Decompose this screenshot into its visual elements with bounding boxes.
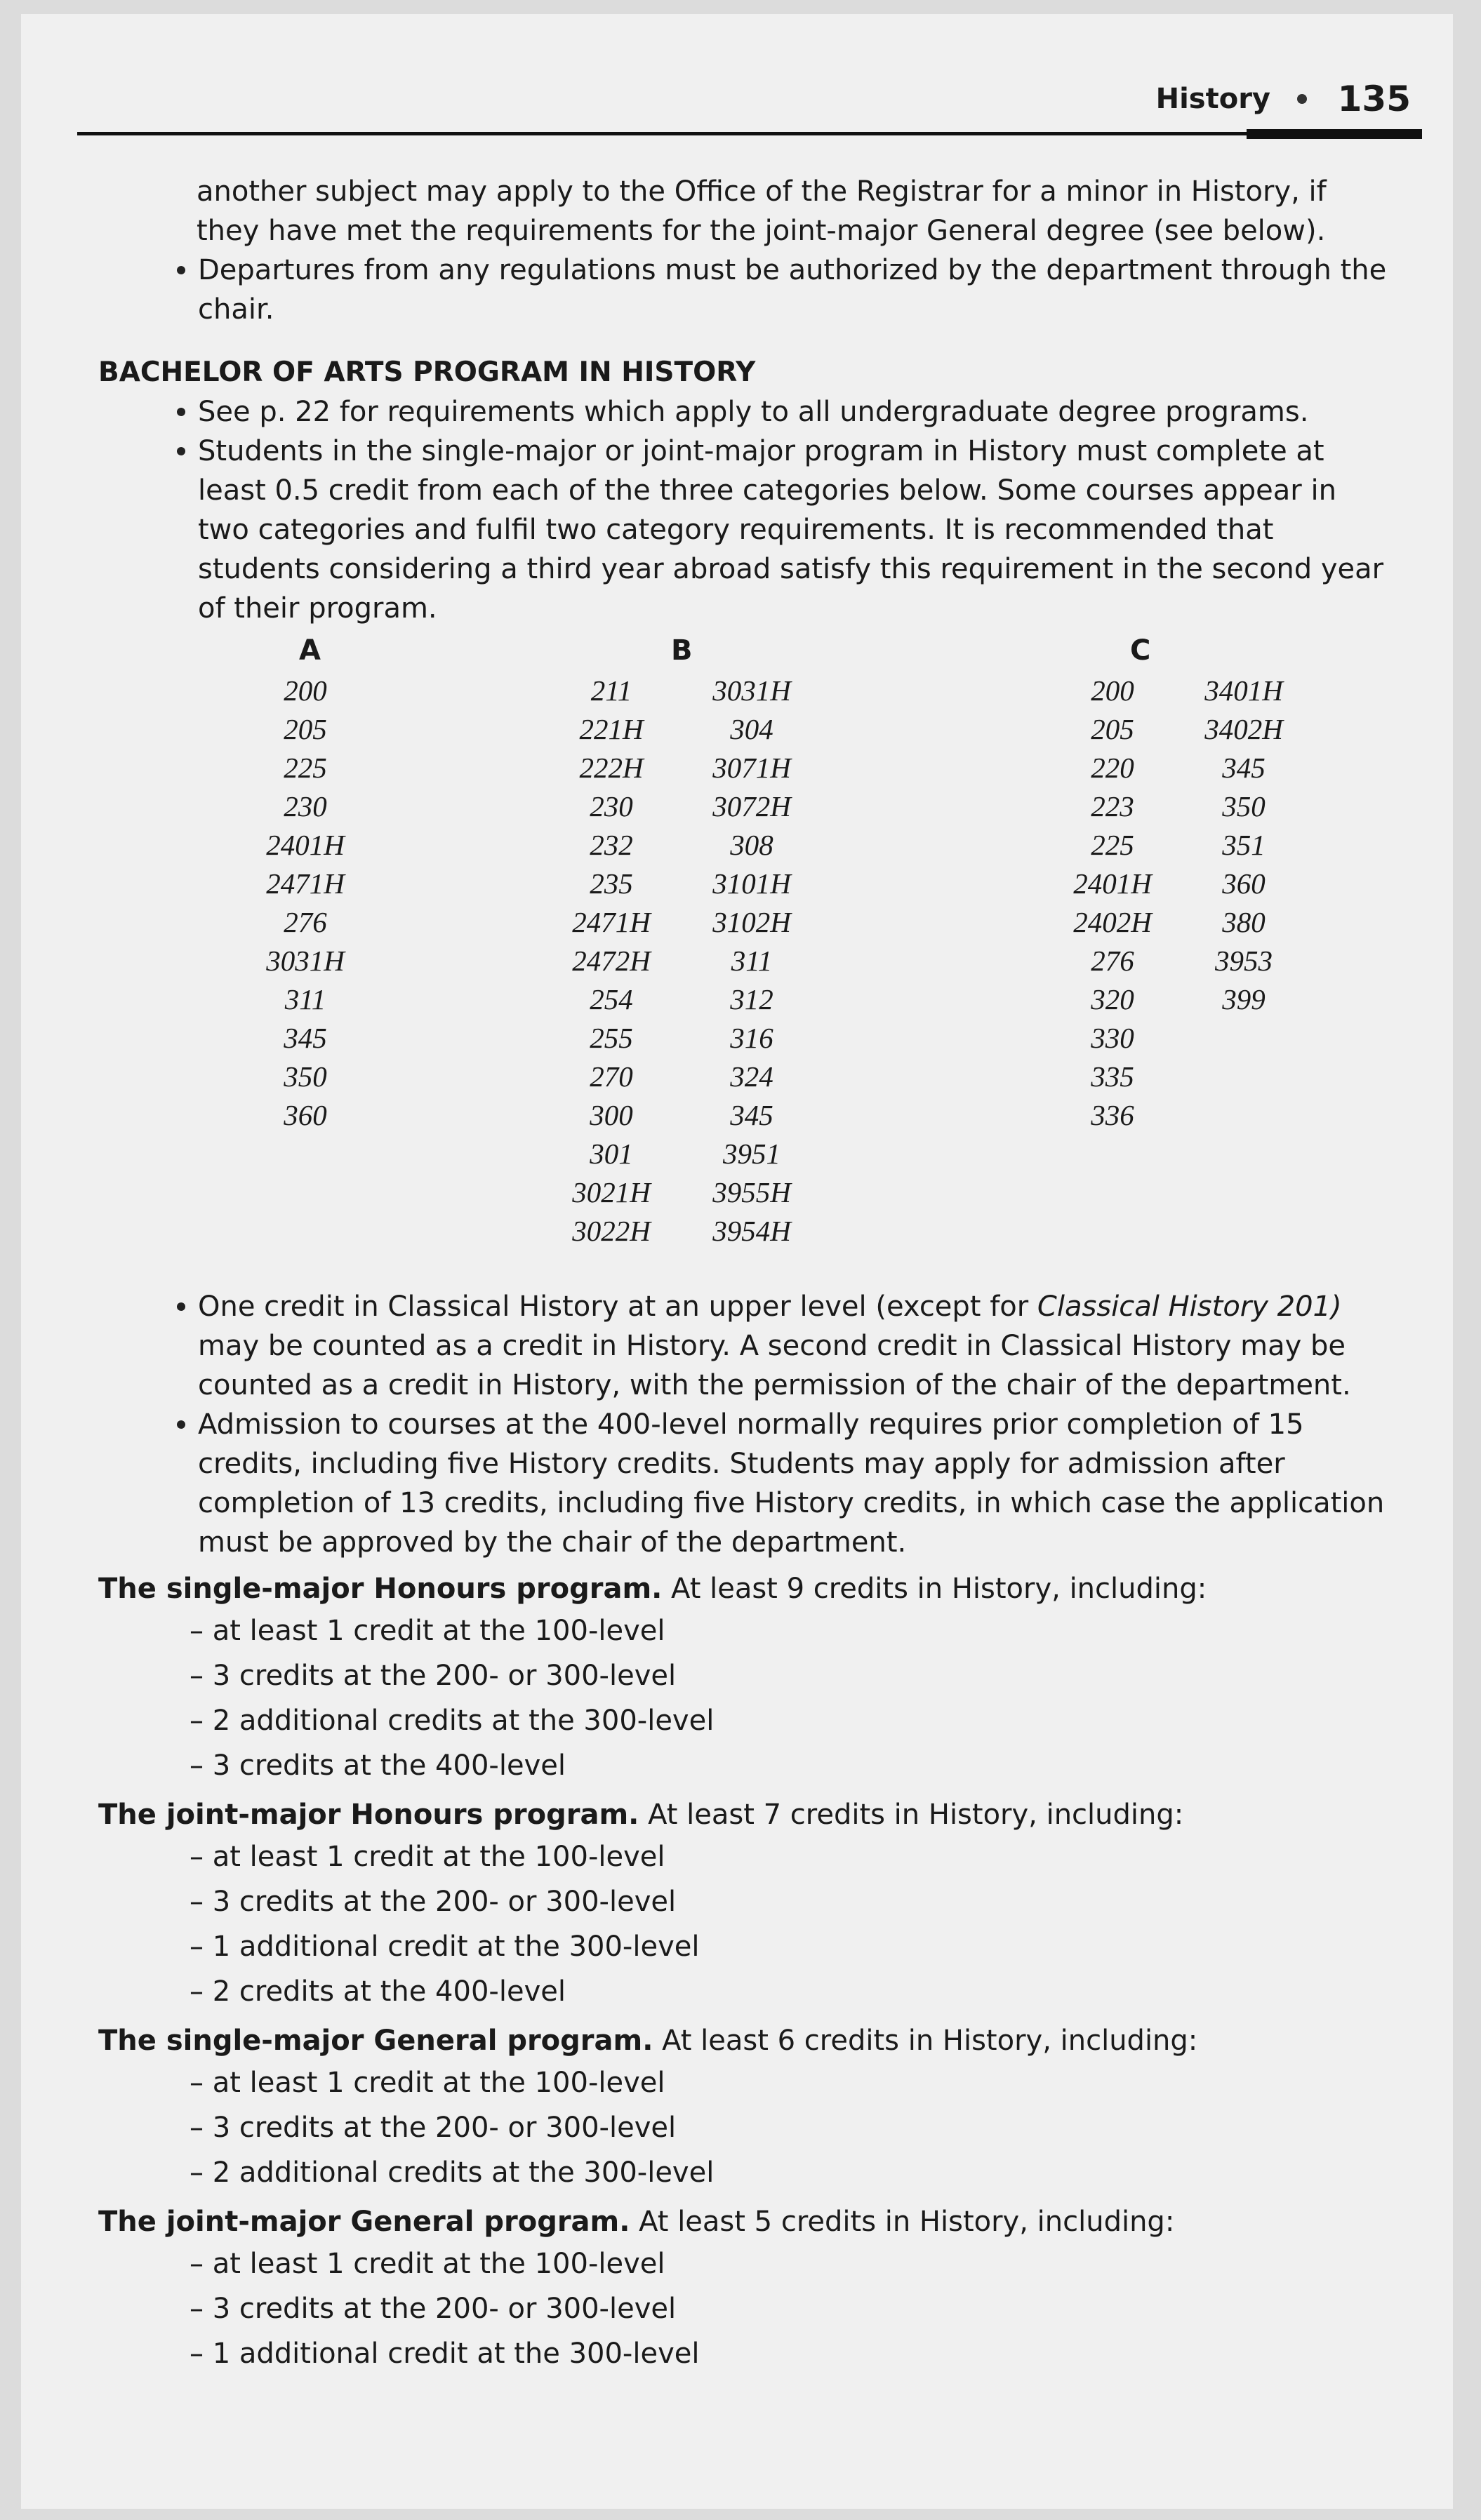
course-number: 3021H <box>572 1176 651 1208</box>
course-number: 345 <box>284 1022 327 1054</box>
course-number: 232 <box>590 829 633 861</box>
course-number: 205 <box>284 713 327 745</box>
requirement-item: – 3 credits at the 200- or 300-level <box>190 2293 677 2325</box>
section-heading: BACHELOR OF ARTS PROGRAM IN HISTORY <box>98 356 756 388</box>
bullet-text: Students in the single-major or joint-major program in History must complete at least 0.5 credit from each of the three categories below. Some courses appear in two categories and fulfil two category requirements. It is recommended that students considering a third year abroad satisfy this requirement in the second year of their program. <box>198 435 1384 625</box>
course-number: 2401H <box>1073 867 1152 900</box>
bullet-icon <box>177 1302 185 1311</box>
header-bullet-icon <box>1297 94 1307 104</box>
course-number: 316 <box>730 1022 773 1054</box>
course-number: 336 <box>1091 1099 1134 1131</box>
header-rule <box>77 132 1387 135</box>
program-summary: At least 6 credits in History, including: <box>653 2025 1198 2057</box>
requirement-item: – 2 credits at the 400-level <box>190 1975 566 2008</box>
course-number: 255 <box>590 1022 633 1054</box>
requirement-item: – at least 1 credit at the 100-level <box>190 2067 665 2099</box>
course-number: 304 <box>730 713 773 745</box>
requirement-list <box>98 1608 1390 1788</box>
requirement-list <box>98 1834 1390 2014</box>
page-content <box>98 172 1390 2376</box>
course-number: 3031H <box>266 945 345 977</box>
bullet-text: Admission to courses at the 400-level normally requires prior completion of 15 credits, including five History credits. Students may apply for admission after completion of 13 credits, including five History credits, in which case the application must be approved by the chair of the department. <box>198 1408 1385 1559</box>
program-title: The joint-major Honours program. <box>98 1799 639 1831</box>
list-item <box>98 432 1390 628</box>
program-summary: At least 9 credits in History, including: <box>662 1573 1207 1605</box>
requirement-item: – 3 credits at the 400-level <box>190 1749 566 1782</box>
program-title: The single-major Honours program. <box>98 1573 663 1605</box>
program-summary: At least 7 credits in History, including: <box>639 1799 1184 1831</box>
bullet-text: One credit in Classical History at an upper level (except for <box>198 1291 1037 1323</box>
course-number: 2471H <box>572 906 651 938</box>
course-number: 3031H <box>712 674 791 707</box>
course-number: 3101H <box>712 867 791 900</box>
course-number: 225 <box>1091 829 1134 861</box>
program-heading <box>98 1569 1390 1608</box>
requirement-item: – 2 additional credits at the 300-level <box>190 2156 715 2189</box>
category-b-column-2 <box>685 672 818 1251</box>
program-block <box>98 1569 1390 1788</box>
course-number: 276 <box>1091 945 1134 977</box>
program-block <box>98 1795 1390 2014</box>
course-number: 3072H <box>712 790 791 822</box>
program-block <box>98 2202 1390 2376</box>
course-reference: Classical History 201) <box>1037 1291 1342 1323</box>
category-table <box>98 631 1390 1287</box>
program-title: The single-major General program. <box>98 2025 653 2057</box>
course-number: 330 <box>1091 1022 1134 1054</box>
notes-bullets <box>98 1287 1390 1562</box>
course-number: 3022H <box>572 1215 651 1247</box>
list-item <box>98 1405 1390 1562</box>
requirement-item: – 3 credits at the 200- or 300-level <box>190 1886 677 1918</box>
course-number: 205 <box>1091 713 1134 745</box>
requirement-list <box>98 2241 1390 2376</box>
course-number: 223 <box>1091 790 1134 822</box>
course-number: 276 <box>284 906 327 938</box>
course-number: 308 <box>730 829 773 861</box>
course-number: 221H <box>579 713 644 745</box>
category-c-column-2 <box>1177 672 1310 1019</box>
course-number: 2472H <box>572 945 651 977</box>
program-title: The joint-major General program. <box>98 2206 630 2238</box>
program-block <box>98 2021 1390 2195</box>
category-b-column-1 <box>545 672 678 1251</box>
page-number: 135 <box>1337 79 1411 119</box>
course-number: 211 <box>590 674 632 707</box>
course-number: 2402H <box>1073 906 1152 938</box>
course-number: 270 <box>590 1060 633 1093</box>
header-rule-accent <box>1247 129 1422 139</box>
course-number: 312 <box>730 983 773 1015</box>
ba-bullets <box>98 392 1390 628</box>
course-number: 3102H <box>712 906 791 938</box>
requirement-item: – at least 1 credit at the 100-level <box>190 2248 665 2280</box>
category-c-header: C <box>1130 634 1151 667</box>
bullet-text: may be counted as a credit in History. A second credit in Classical History may be counted as a credit in History, with the permission of the chair of the department. <box>198 1330 1351 1401</box>
course-number: 3401H <box>1204 674 1283 707</box>
course-number: 2401H <box>266 829 345 861</box>
bullet-text: Departures from any regulations must be authorized by the department through the chair. <box>198 254 1387 326</box>
program-heading <box>98 2202 1390 2241</box>
requirement-item: – 3 credits at the 200- or 300-level <box>190 1660 677 1692</box>
course-number: 351 <box>1222 829 1266 861</box>
course-number: 320 <box>1091 983 1134 1015</box>
bullet-icon <box>177 408 185 416</box>
course-number: 3955H <box>712 1176 791 1208</box>
course-number: 3071H <box>712 752 791 784</box>
program-list <box>98 1569 1390 2376</box>
category-a-column <box>239 672 372 1135</box>
list-item <box>98 251 1390 329</box>
course-number: 345 <box>1222 752 1266 784</box>
course-number: 254 <box>590 983 633 1015</box>
continuation-paragraph: another subject may apply to the Office of the Registrar for a minor in History, if they have met the requirements for the joint-major General degree (see below). <box>197 175 1327 247</box>
course-number: 300 <box>590 1099 633 1131</box>
course-number: 3953 <box>1215 945 1273 977</box>
list-item <box>98 1287 1390 1405</box>
bullet-text: See p. 22 for requirements which apply to all undergraduate degree programs. <box>198 396 1309 428</box>
requirement-item: – at least 1 credit at the 100-level <box>190 1841 665 1873</box>
course-number: 3402H <box>1204 713 1283 745</box>
requirement-item: – 1 additional credit at the 300-level <box>190 1931 700 1963</box>
program-heading <box>98 2021 1390 2060</box>
requirement-item: – 1 additional credit at the 300-level <box>190 2338 700 2370</box>
category-a-header: A <box>299 634 321 667</box>
bullet-icon <box>177 266 185 274</box>
program-summary: At least 5 credits in History, including: <box>630 2206 1175 2238</box>
course-number: 380 <box>1222 906 1266 938</box>
course-number: 335 <box>1091 1060 1134 1093</box>
requirement-item: – 3 credits at the 200- or 300-level <box>190 2112 677 2144</box>
course-number: 345 <box>730 1099 773 1131</box>
course-number: 200 <box>284 674 327 707</box>
program-heading <box>98 1795 1390 1834</box>
requirement-item: – at least 1 credit at the 100-level <box>190 1615 665 1647</box>
course-number: 324 <box>730 1060 773 1093</box>
page <box>21 14 1453 2509</box>
course-number: 222H <box>579 752 644 784</box>
course-number: 2471H <box>266 867 345 900</box>
course-number: 3951 <box>723 1138 781 1170</box>
course-number: 301 <box>590 1138 633 1170</box>
bullet-icon <box>177 447 185 455</box>
list-item <box>98 392 1390 432</box>
course-number: 311 <box>731 945 773 977</box>
course-number: 360 <box>1222 867 1266 900</box>
course-number: 311 <box>284 983 326 1015</box>
course-number: 399 <box>1222 983 1266 1015</box>
requirement-list <box>98 2060 1390 2195</box>
course-number: 360 <box>284 1099 327 1131</box>
course-number: 230 <box>284 790 327 822</box>
intro-bullets <box>98 251 1390 329</box>
course-number: 350 <box>1222 790 1266 822</box>
course-number: 225 <box>284 752 327 784</box>
course-number: 230 <box>590 790 633 822</box>
course-number: 200 <box>1091 674 1134 707</box>
course-number: 350 <box>284 1060 327 1093</box>
course-number: 235 <box>590 867 633 900</box>
requirement-item: – 2 additional credits at the 300-level <box>190 1705 715 1737</box>
bullet-icon <box>177 1420 185 1429</box>
category-c-column-1 <box>1046 672 1179 1135</box>
course-number: 3954H <box>712 1215 791 1247</box>
category-b-header: B <box>671 634 693 667</box>
course-number: 220 <box>1091 752 1134 784</box>
running-header-title: History <box>1155 83 1270 115</box>
